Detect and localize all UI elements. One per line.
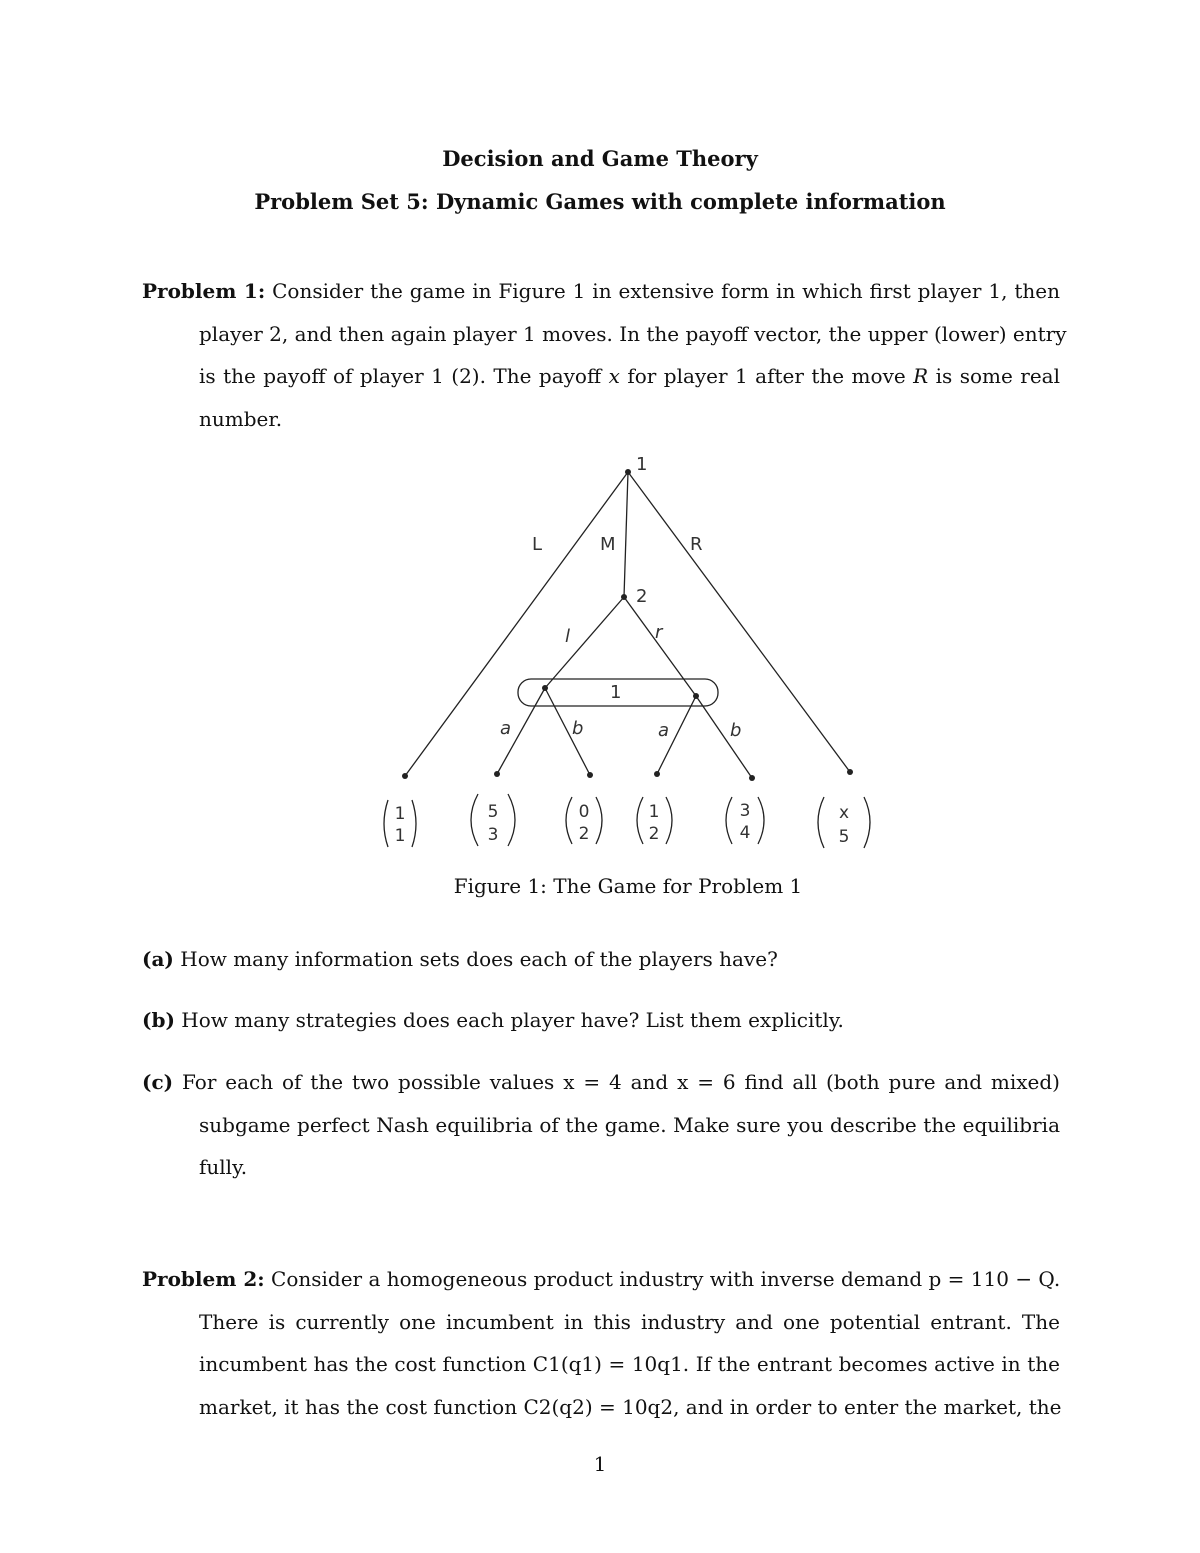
terminal-6	[847, 769, 853, 775]
question-c-line-3: fully.	[199, 1155, 248, 1179]
node-root	[625, 469, 631, 475]
problem-1-line-3c: is some real	[928, 364, 1060, 388]
terminal-2	[494, 771, 500, 777]
payoff-3-p2: 2	[578, 824, 590, 844]
question-c-line-1: For each of the two possible values x = 4 and x = 6 find all (both pure and mixed)	[173, 1070, 1060, 1094]
payoff-6-p1: x	[838, 803, 850, 823]
problem-1-line-3a: is the payoff of player 1 (2). The payoff	[199, 364, 609, 388]
move-left-b-label: b	[572, 718, 584, 739]
problem-1-line-3b: for player 1 after the move	[619, 364, 914, 388]
payoff-2-p2: 3	[487, 825, 499, 845]
edge-l	[545, 597, 624, 688]
move-l-label: l	[565, 626, 571, 647]
problem-2-label: Problem 2:	[142, 1267, 265, 1291]
page-number: 1	[593, 1452, 607, 1476]
move-M-label: M	[600, 534, 616, 555]
problem-2-line-2: There is currently one incumbent in this industry and one potential entrant. The	[199, 1309, 1060, 1334]
terminal-4	[654, 771, 660, 777]
edge-right-b	[696, 696, 752, 778]
node-info-left	[542, 685, 548, 691]
edge-M	[624, 472, 628, 597]
question-c	[142, 1061, 1060, 1189]
info-set-player-label: 1	[610, 682, 622, 703]
payoff-5-p1: 3	[739, 801, 751, 821]
problem-2-line-1: Consider a homogeneous product industry with inverse demand p = 110 − Q.	[264, 1267, 1061, 1291]
problem-1-line-1: Consider the game in Figure 1 in extensive form in which first player 1, then	[265, 279, 1060, 303]
problem-1-line-4: number.	[199, 406, 283, 431]
question-b-label: (b)	[142, 1008, 175, 1032]
game-tree-figure	[360, 452, 900, 852]
problem-2-text	[142, 1258, 1060, 1428]
payoff-5-p2: 4	[739, 823, 751, 843]
move-r-label: r	[655, 622, 663, 643]
question-a-text: How many information sets does each of the players have?	[173, 947, 778, 971]
edge-r	[624, 597, 696, 696]
payoff-1-p1: 1	[394, 804, 406, 824]
move-L-label: L	[532, 534, 543, 555]
figure-caption: Figure 1: The Game for Problem 1	[453, 874, 803, 898]
terminal-5	[749, 775, 755, 781]
move-left-a-label: a	[500, 718, 512, 739]
question-c-label: (c)	[142, 1070, 174, 1094]
question-a-label: (a)	[142, 947, 174, 971]
problem-2-line-4: market, it has the cost function C2(q2) = 10q2, and in order to enter the market, the	[199, 1394, 1062, 1419]
course-title: Decision and Game Theory	[442, 146, 758, 171]
payoff-4-p2: 2	[648, 824, 660, 844]
move-right-a-label: a	[658, 720, 670, 741]
problem-1-text	[142, 270, 1067, 440]
payoff-4-p1: 1	[648, 802, 660, 822]
question-b-text: How many strategies does each player have? List them explicitly.	[174, 1008, 844, 1032]
problem-1-label: Problem 1:	[142, 279, 266, 303]
problem-2-line-3: incumbent has the cost function C1(q1) = 10q1. If the entrant becomes active in the	[199, 1352, 1060, 1376]
terminal-1	[402, 773, 408, 779]
var-R: R	[913, 364, 929, 388]
payoff-3-p1: 0	[578, 802, 590, 822]
question-a	[142, 938, 1060, 981]
node-player-2	[621, 594, 627, 600]
question-b	[142, 999, 1060, 1042]
payoff-2-p1: 5	[487, 802, 499, 822]
root-player-label: 1	[636, 454, 648, 475]
move-right-b-label: b	[730, 720, 742, 741]
payoff-6-p2: 5	[838, 827, 850, 847]
problem-set-title: Problem Set 5: Dynamic Games with complete information	[254, 189, 946, 214]
problem-1-line-2: player 2, and then again player 1 moves. In the payoff vector, the upper (lower) entry	[199, 321, 1067, 346]
var-x: x	[608, 364, 620, 388]
question-c-line-2: subgame perfect Nash equilibria of the game. Make sure you describe the equilibria	[199, 1112, 1060, 1137]
edge-L	[405, 472, 628, 776]
payoff-1-p2: 1	[394, 826, 406, 846]
move-R-label: R	[690, 534, 703, 555]
player-2-label: 2	[636, 586, 648, 607]
node-info-right	[693, 693, 699, 699]
terminal-3	[587, 772, 593, 778]
